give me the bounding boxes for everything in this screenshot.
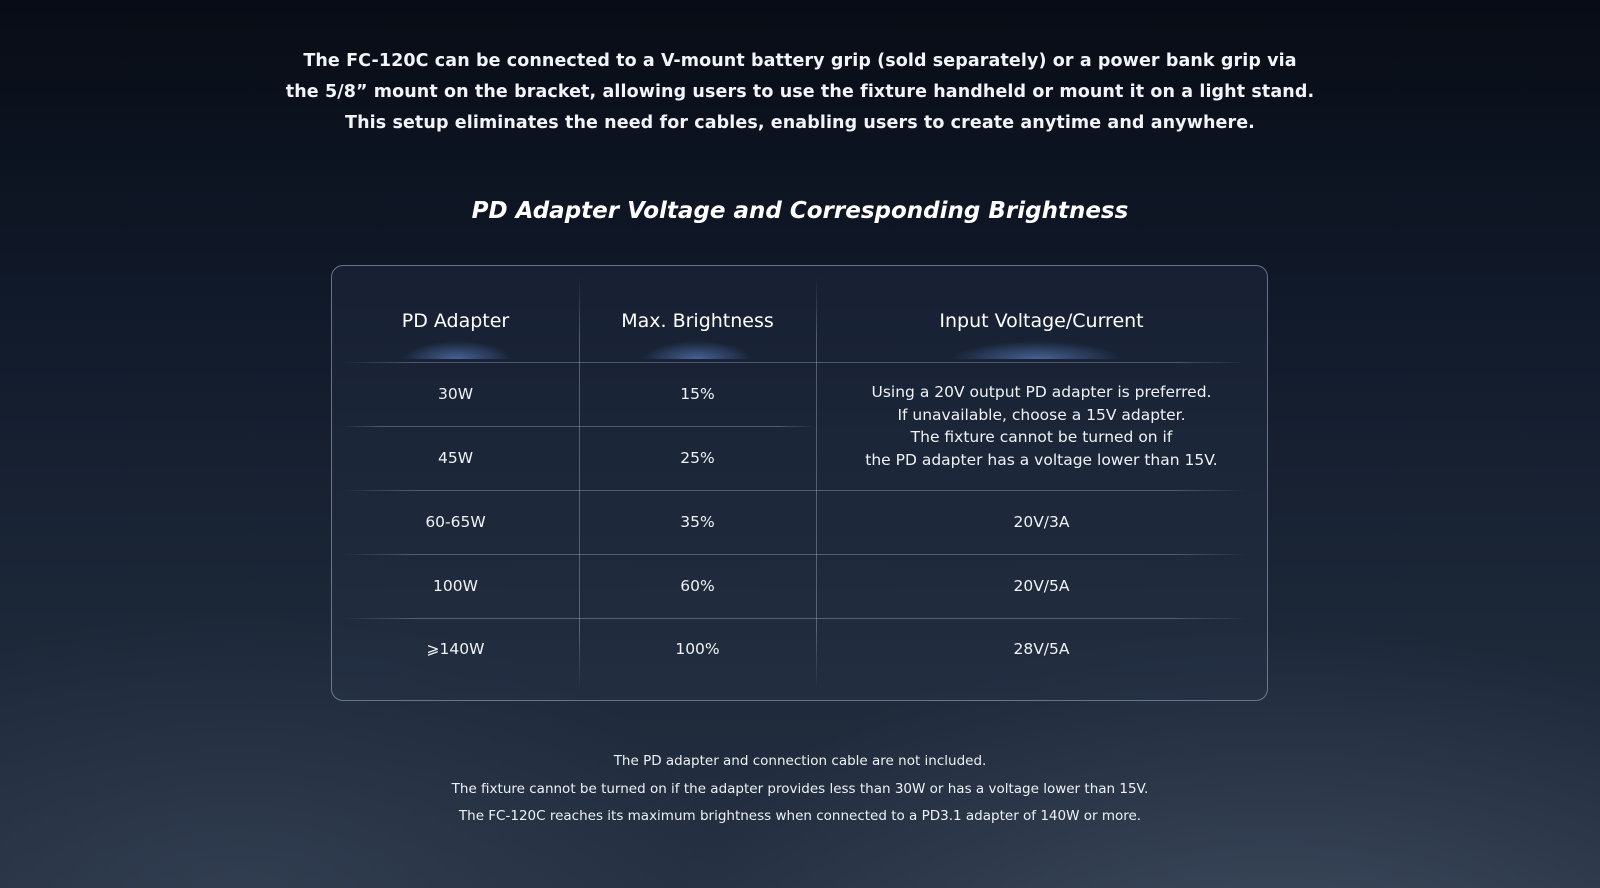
header-input-voltage: Input Voltage/Current: [939, 310, 1144, 332]
note-line: If unavailable, choose a 15V adapter.: [897, 405, 1186, 424]
note-line: The fixture cannot be turned on if: [910, 428, 1173, 446]
cell-adapter: 100W: [433, 577, 478, 595]
table-title: PD Adapter Voltage and Corresponding Brightness: [471, 198, 1129, 224]
cell-brightness: 60%: [680, 577, 715, 595]
intro-paragraph: [0, 46, 1600, 139]
note-line: the PD adapter has a voltage lower than 15V.: [865, 450, 1218, 469]
cell-voltage: 28V/5A: [1013, 640, 1070, 658]
footnote-line: The FC-120C reaches its maximum brightness when connected to a PD3.1 adapter of 140W or more.: [458, 808, 1142, 824]
header-max-brightness: Max. Brightness: [621, 310, 774, 332]
cell-adapter: 60-65W: [425, 513, 486, 531]
footnote-line: The fixture cannot be turned on if the adapter provides less than 30W or has a voltage lower than 15V.: [451, 780, 1149, 797]
cell-adapter: 45W: [437, 449, 474, 467]
cell-brightness: 35%: [680, 513, 715, 531]
brightness-table: [331, 265, 1268, 701]
intro-line: This setup eliminates the need for cables, enabling users to create anytime and anywhere.: [345, 113, 1255, 133]
footnote-line: The PD adapter and connection cable are not included.: [613, 753, 987, 769]
cell-voltage-note: [816, 362, 1267, 490]
cell-brightness: 25%: [680, 449, 715, 467]
cell-brightness: 15%: [680, 385, 715, 403]
intro-line: the 5/8” mount on the bracket, allowing users to use the fixture handheld or mount it on a light stand.: [285, 82, 1315, 102]
cell-adapter: ⩾140W: [426, 640, 485, 658]
cell-voltage: 20V/3A: [1013, 513, 1070, 531]
cell-adapter: 30W: [437, 385, 474, 403]
footnotes: [0, 748, 1600, 831]
note-line: Using a 20V output PD adapter is preferred.: [871, 383, 1212, 401]
intro-line: The FC-120C can be connected to a V-mount battery grip (sold separately) or a power bank grip via: [303, 51, 1297, 71]
header-pd-adapter: PD Adapter: [401, 310, 510, 332]
cell-brightness: 100%: [675, 640, 720, 658]
cell-voltage: 20V/5A: [1013, 577, 1070, 595]
